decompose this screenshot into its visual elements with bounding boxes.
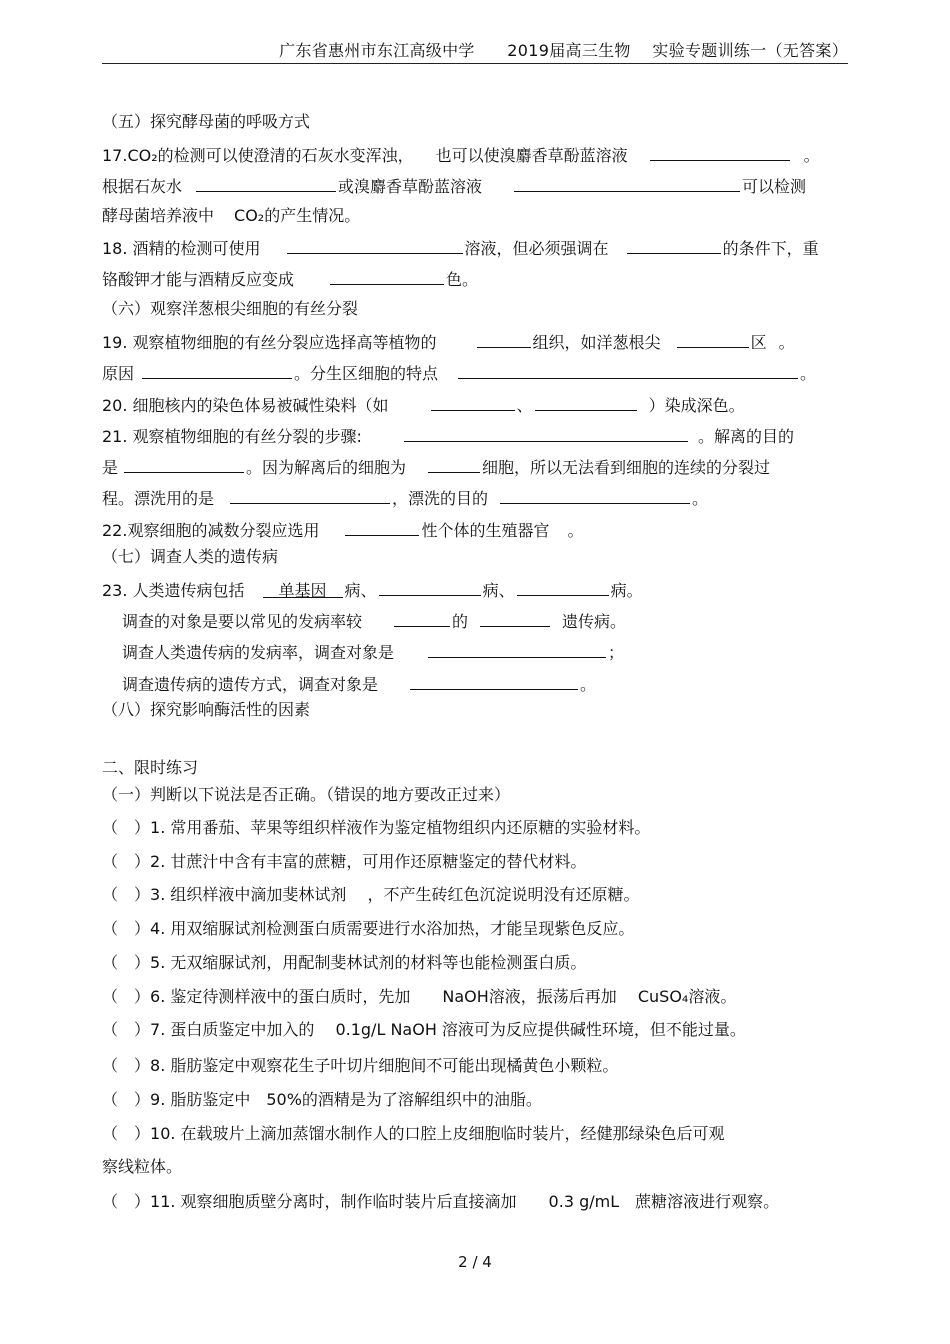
q20-line	[102, 393, 745, 417]
q23-text-g: 遗传病。	[562, 612, 627, 631]
q18-line2	[102, 267, 478, 291]
q21-blank-2[interactable]	[124, 455, 244, 473]
q19-blank-1[interactable]	[477, 330, 531, 348]
q19-text-b: 组织，如洋葱根尖	[532, 333, 661, 352]
judge-paren[interactable]: （ ）	[102, 919, 151, 938]
section-6-title: （六）观察洋葱根尖细胞的有丝分裂	[102, 299, 359, 318]
q21-line2	[102, 455, 770, 479]
judge-item-8	[102, 1055, 618, 1077]
q19-line2	[102, 361, 816, 385]
q21-blank-1[interactable]	[404, 424, 688, 442]
judge-paren[interactable]: （ ）	[102, 953, 151, 972]
q20-blank-1[interactable]	[431, 393, 515, 411]
q21-text-b: 。解离的目的	[697, 427, 794, 446]
q18-text-b: 溶液，但必须强调在	[464, 239, 609, 258]
q17-text-b: 也可以使溴麝香草酚蓝溶液	[435, 146, 628, 165]
judge-item-text: 5. 无双缩脲试剂，用配制斐林试剂的材料等也能检测蛋白质。	[150, 953, 587, 972]
q19-blank-4[interactable]	[458, 361, 798, 379]
judge-item-text: 3. 组织样液中滴加斐林试剂 ，不产生砖红色沉淀说明没有还原糖。	[150, 885, 640, 904]
q17-text-e: 或溴麝香草酚蓝溶液	[338, 177, 483, 196]
q23-blank-4[interactable]	[394, 609, 450, 627]
judge-item-text: 10. 在载玻片上滴加蒸馏水制作人的口腔上皮细胞临时装片，经健那绿染色后可观	[150, 1124, 725, 1143]
q18-line1	[102, 236, 819, 260]
q23-text-f: 的	[452, 612, 469, 631]
judge-item-text: 11. 观察细胞质壁分离时，制作临时装片后直接滴加 0.3 g/mL 蔗糖溶液进行观察。	[150, 1192, 780, 1211]
q23-text-b: 病、	[344, 581, 377, 600]
q21-blank-5[interactable]	[500, 486, 690, 504]
q23-text-h: 调查人类遗传病的发病率，调查对象是	[122, 643, 395, 662]
q23-line2	[122, 609, 626, 633]
judge-paren[interactable]: （ ）	[102, 1020, 151, 1039]
q19-blank-2[interactable]	[677, 330, 749, 348]
q21-text-g: ，漂洗的目的	[392, 489, 489, 508]
judge-item-1	[102, 817, 650, 839]
header-rule	[102, 63, 848, 64]
judge-item-3	[102, 884, 639, 906]
q18-text-c: 的条件下，重	[722, 239, 819, 258]
q21-blank-3[interactable]	[428, 455, 480, 473]
q17-blank-2[interactable]	[196, 174, 336, 192]
q17-text-a: 17.CO₂的检测可以使澄清的石灰水变浑浊，	[102, 146, 414, 165]
q18-blank-1[interactable]	[287, 236, 463, 254]
judge-paren[interactable]: （ ）	[102, 852, 151, 871]
q18-blank-3[interactable]	[330, 267, 444, 285]
judge-item-10-continued: 察线粒体。	[102, 1157, 183, 1176]
q23-text-j: 调查遗传病的遗传方式，调查对象是	[122, 675, 379, 694]
judge-paren[interactable]: （ ）	[102, 1056, 151, 1075]
q22-blank-1[interactable]	[345, 518, 419, 536]
q23-blank-1[interactable]: 单基因	[263, 580, 343, 598]
q19-text-c: 区	[750, 333, 767, 352]
q21-text-c: 是	[102, 458, 119, 477]
q23-blank-5[interactable]	[480, 609, 550, 627]
q17-text-c: 。	[803, 146, 820, 165]
section-8-title: （八）探究影响酶活性的因素	[102, 700, 311, 719]
q17-text-d: 根据石灰水	[102, 177, 183, 196]
q21-text-a: 21. 观察植物细胞的有丝分裂的步骤:	[102, 427, 362, 446]
section-7-title: （七）调查人类的遗传病	[102, 547, 279, 566]
judge-paren[interactable]: （ ）	[102, 1090, 151, 1109]
q19-text-a: 19. 观察植物细胞的有丝分裂应选择高等植物的	[102, 333, 437, 352]
judge-item-text: 9. 脂肪鉴定中 50%的酒精是为了溶解组织中的油脂。	[150, 1090, 542, 1109]
q19-text-g: 。	[800, 364, 817, 383]
q22-text-a: 22.观察细胞的减数分裂应选用	[102, 521, 320, 540]
q23-line4	[122, 672, 596, 696]
judge-item-10	[102, 1123, 725, 1145]
judge-item-text: 2. 甘蔗汁中含有丰富的蔗糖，可用作还原糖鉴定的替代材料。	[150, 852, 587, 871]
q23-text-d: 病。	[610, 581, 643, 600]
q21-line3	[102, 486, 708, 510]
q21-text-h: 。	[692, 489, 709, 508]
q23-text-c: 病、	[482, 581, 515, 600]
q23-blank-6[interactable]	[428, 640, 606, 658]
q20-text-a: 20. 细胞核内的染色体易被碱性染料（如	[102, 396, 389, 415]
q17-blank-1[interactable]	[650, 143, 790, 161]
judge-paren[interactable]: （ ）	[102, 1192, 151, 1211]
q20-text-c: ）染成深色。	[648, 396, 745, 415]
judge-item-text: 8. 脂肪鉴定中观察花生子叶切片细胞间不可能出现橘黄色小颗粒。	[150, 1056, 619, 1075]
section-5-title: （五）探究酵母菌的呼吸方式	[102, 112, 311, 131]
q22-line	[102, 518, 583, 542]
q21-blank-4[interactable]	[230, 486, 390, 504]
q23-line3	[122, 640, 624, 664]
judge-item-5	[102, 952, 586, 974]
q20-blank-2[interactable]	[535, 393, 637, 411]
q23-line1	[102, 578, 643, 602]
judge-paren[interactable]: （ ）	[102, 818, 151, 837]
q17-text-g: 酵母菌培养液中	[102, 206, 215, 225]
q18-text-a: 18. 酒精的检测可使用	[102, 239, 261, 258]
q20-text-b: 、	[516, 396, 533, 415]
q19-blank-3[interactable]	[142, 361, 292, 379]
judge-paren[interactable]: （ ）	[102, 885, 151, 904]
q23-text-i: ；	[608, 643, 625, 662]
judge-paren[interactable]: （ ）	[102, 1124, 151, 1143]
q19-text-e: 原因	[102, 364, 135, 383]
page-header: 广东省惠州市东江高级中学 2019届高三生物 实验专题训练一（无答案）	[279, 41, 848, 60]
q23-blank-3[interactable]	[517, 578, 609, 596]
q18-text-d: 铬酸钾才能与酒精反应变成	[102, 270, 295, 289]
judge-item-2	[102, 851, 586, 873]
judge-item-7	[102, 1019, 746, 1041]
q17-blank-3[interactable]	[514, 174, 740, 192]
q17-line1	[102, 143, 848, 167]
q23-blank-2[interactable]	[379, 578, 481, 596]
q23-text-k: 。	[580, 675, 597, 694]
q21-text-e: 细胞，所以无法看到细胞的连续的分裂过	[482, 458, 771, 477]
q17-line3	[102, 205, 360, 227]
q21-text-d: 。因为解离后的细胞为	[246, 458, 407, 477]
judge-item-text: 1. 常用番茄、苹果等组织样液作为鉴定植物组织内还原糖的实验材料。	[150, 818, 651, 837]
q17-text-f: 可以检测	[742, 177, 807, 196]
judge-item-text: 6. 鉴定待测样液中的蛋白质时，先加 NaOH溶液，振荡后再加 CuSO₄溶液。	[150, 987, 737, 1006]
q19-line1	[102, 330, 795, 354]
q22-text-c: 。	[567, 521, 584, 540]
q21-line1	[102, 424, 794, 448]
q17-line2	[102, 174, 806, 198]
judge-paren[interactable]: （ ）	[102, 987, 151, 1006]
judge-item-9	[102, 1089, 542, 1111]
q23-text-e: 调查的对象是要以常见的发病率较	[122, 612, 363, 631]
judge-item-4	[102, 918, 634, 940]
page-number: 2 / 4	[458, 1253, 492, 1271]
judge-item-6	[102, 986, 736, 1008]
q21-text-f: 程。漂洗用的是	[102, 489, 215, 508]
q19-text-f: 。分生区细胞的特点	[294, 364, 439, 383]
q17-text-h: CO₂的产生情况。	[234, 206, 361, 225]
q18-text-e: 色。	[446, 270, 479, 289]
q23-text-a: 23. 人类遗传病包括	[102, 581, 245, 600]
judge-item-11	[102, 1191, 779, 1213]
q19-text-d: 。	[778, 333, 795, 352]
q22-text-b: 性个体的生殖器官	[421, 521, 550, 540]
q23-blank-7[interactable]	[410, 672, 578, 690]
judge-title: （一）判断以下说法是否正确。（错误的地方要改正过来）	[102, 785, 511, 804]
judge-item-text: 7. 蛋白质鉴定中加入的 0.1g/L NaOH 溶液可为反应提供碱性环境，但不能过量。	[150, 1020, 746, 1039]
q18-blank-2[interactable]	[627, 236, 721, 254]
judge-item-text: 4. 用双缩脲试剂检测蛋白质需要进行水浴加热，才能呈现紫色反应。	[150, 919, 635, 938]
part-2-title: 二、限时练习	[102, 758, 199, 777]
